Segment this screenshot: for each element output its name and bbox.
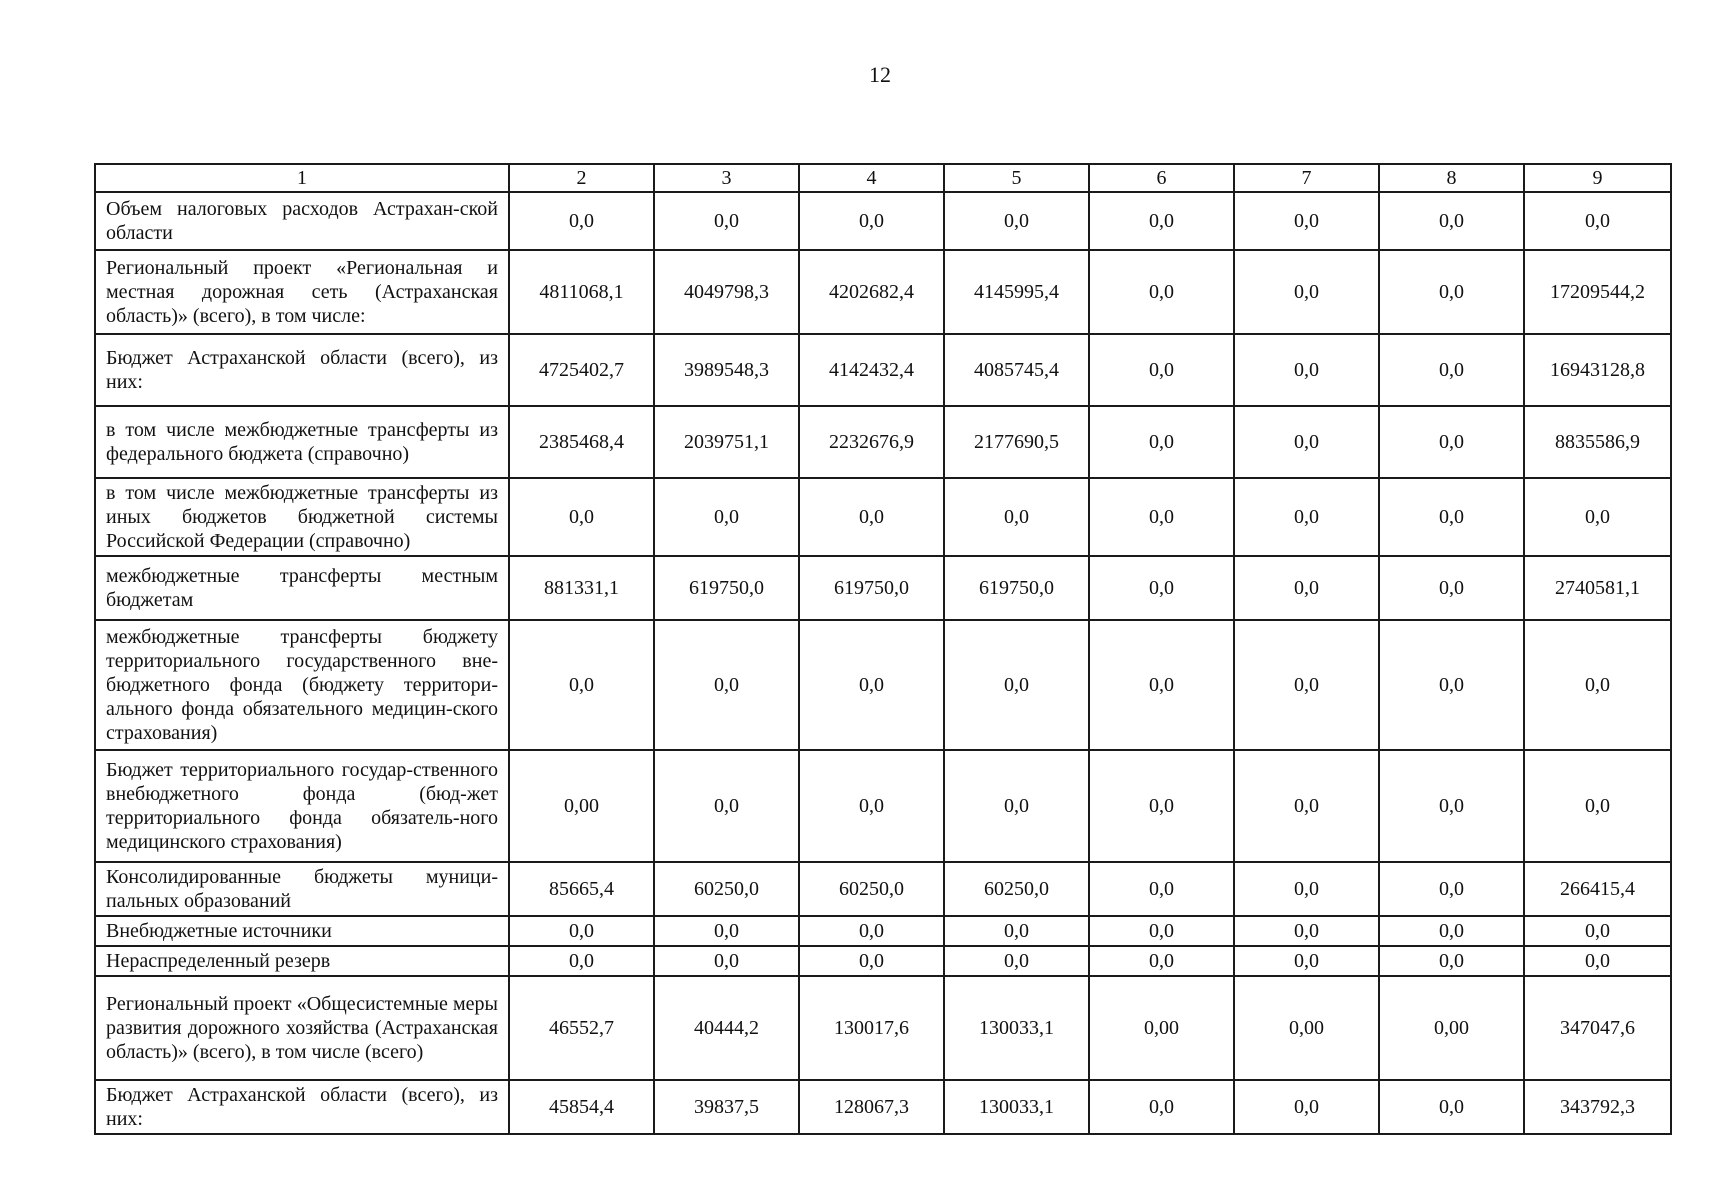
- table-row: [95, 976, 1671, 1080]
- cell-value: 0,0: [1379, 250, 1524, 334]
- row-label: Бюджет территориального государ-ственного внебюджетного фонда (бюд-жет территориального фонда обязатель-ного медицинского страхования): [95, 750, 509, 862]
- column-header: 5: [944, 164, 1089, 192]
- cell-value: 130017,6: [799, 976, 944, 1080]
- cell-value: 4085745,4: [944, 334, 1089, 406]
- cell-value: 0,0: [1089, 862, 1234, 916]
- row-label: межбюджетные трансферты бюджету территориального государственного вне-бюджетного фонда (бюджету территори-ального фонда обязательного медицин-ского страхования): [95, 620, 509, 750]
- cell-value: 0,0: [799, 946, 944, 976]
- cell-value: 0,0: [944, 916, 1089, 946]
- cell-value: 4049798,3: [654, 250, 799, 334]
- cell-value: 130033,1: [944, 1080, 1089, 1134]
- cell-value: 4725402,7: [509, 334, 654, 406]
- cell-value: 0,0: [509, 478, 654, 556]
- row-label: Бюджет Астраханской области (всего), из них:: [95, 334, 509, 406]
- cell-value: 0,0: [1379, 556, 1524, 620]
- row-label: Региональный проект «Общесистемные меры развития дорожного хозяйства (Астраханская область)» (всего), в том числе (всего): [95, 976, 509, 1080]
- cell-value: 0,0: [654, 916, 799, 946]
- column-number-row: [95, 164, 1671, 192]
- column-header: 4: [799, 164, 944, 192]
- cell-value: 0,0: [509, 192, 654, 250]
- cell-value: 2740581,1: [1524, 556, 1671, 620]
- cell-value: 0,0: [944, 620, 1089, 750]
- cell-value: 85665,4: [509, 862, 654, 916]
- cell-value: 2039751,1: [654, 406, 799, 478]
- cell-value: 0,0: [1234, 250, 1379, 334]
- cell-value: 2385468,4: [509, 406, 654, 478]
- table-row: [95, 478, 1671, 556]
- cell-value: 0,0: [1234, 192, 1379, 250]
- cell-value: 4811068,1: [509, 250, 654, 334]
- cell-value: 0,0: [1089, 406, 1234, 478]
- cell-value: 0,0: [1524, 946, 1671, 976]
- cell-value: 0,0: [799, 478, 944, 556]
- column-header: 6: [1089, 164, 1234, 192]
- page-number: 12: [869, 62, 891, 87]
- cell-value: 0,00: [1234, 976, 1379, 1080]
- cell-value: 4142432,4: [799, 334, 944, 406]
- table-row: [95, 250, 1671, 334]
- cell-value: 0,0: [1234, 478, 1379, 556]
- cell-value: 0,0: [1379, 1080, 1524, 1134]
- cell-value: 619750,0: [944, 556, 1089, 620]
- column-header: 1: [95, 164, 509, 192]
- cell-value: 0,0: [654, 620, 799, 750]
- cell-value: 0,0: [1089, 478, 1234, 556]
- row-label: Бюджет Астраханской области (всего), из них:: [95, 1080, 509, 1134]
- cell-value: 0,0: [1234, 406, 1379, 478]
- cell-value: 0,00: [1089, 976, 1234, 1080]
- cell-value: 0,0: [1234, 946, 1379, 976]
- cell-value: 0,00: [509, 750, 654, 862]
- cell-value: 0,0: [654, 192, 799, 250]
- cell-value: 0,0: [1379, 406, 1524, 478]
- row-label: Консолидированные бюджеты муници-пальных образований: [95, 862, 509, 916]
- cell-value: 343792,3: [1524, 1080, 1671, 1134]
- cell-value: 8835586,9: [1524, 406, 1671, 478]
- cell-value: 0,0: [1524, 192, 1671, 250]
- cell-value: 0,0: [1234, 916, 1379, 946]
- cell-value: 45854,4: [509, 1080, 654, 1134]
- table-row: [95, 406, 1671, 478]
- column-header: 2: [509, 164, 654, 192]
- cell-value: 0,0: [654, 750, 799, 862]
- cell-value: 0,0: [1234, 1080, 1379, 1134]
- table-row: [95, 916, 1671, 946]
- cell-value: 0,0: [1379, 916, 1524, 946]
- cell-value: 0,0: [654, 478, 799, 556]
- cell-value: 0,0: [1379, 946, 1524, 976]
- row-label: межбюджетные трансферты местным бюджетам: [95, 556, 509, 620]
- cell-value: 0,0: [1089, 1080, 1234, 1134]
- cell-value: 619750,0: [654, 556, 799, 620]
- cell-value: 0,0: [799, 192, 944, 250]
- cell-value: 0,0: [944, 192, 1089, 250]
- cell-value: 0,0: [1234, 620, 1379, 750]
- row-label: Объем налоговых расходов Астрахан-ской области: [95, 192, 509, 250]
- row-label: Региональный проект «Региональная и местная дорожная сеть (Астраханская область)» (всего), в том числе:: [95, 250, 509, 334]
- cell-value: 46552,7: [509, 976, 654, 1080]
- cell-value: 40444,2: [654, 976, 799, 1080]
- cell-value: 60250,0: [654, 862, 799, 916]
- table-row: [95, 556, 1671, 620]
- column-header: 9: [1524, 164, 1671, 192]
- cell-value: 0,0: [509, 620, 654, 750]
- cell-value: 0,0: [1379, 334, 1524, 406]
- cell-value: 0,0: [1089, 192, 1234, 250]
- table-row: [95, 620, 1671, 750]
- cell-value: 0,0: [1089, 916, 1234, 946]
- cell-value: 0,0: [509, 946, 654, 976]
- cell-value: 0,0: [1089, 334, 1234, 406]
- cell-value: 17209544,2: [1524, 250, 1671, 334]
- cell-value: 0,0: [509, 916, 654, 946]
- cell-value: 0,0: [944, 750, 1089, 862]
- cell-value: 0,0: [1379, 750, 1524, 862]
- cell-value: 0,0: [944, 478, 1089, 556]
- cell-value: 0,00: [1379, 976, 1524, 1080]
- cell-value: 0,0: [1089, 946, 1234, 976]
- row-label: Внебюджетные источники: [95, 916, 509, 946]
- cell-value: 0,0: [799, 916, 944, 946]
- cell-value: 0,0: [944, 946, 1089, 976]
- cell-value: 0,0: [1089, 620, 1234, 750]
- cell-value: 619750,0: [799, 556, 944, 620]
- cell-value: 2177690,5: [944, 406, 1089, 478]
- cell-value: 4145995,4: [944, 250, 1089, 334]
- cell-value: 266415,4: [1524, 862, 1671, 916]
- table-row: [95, 862, 1671, 916]
- cell-value: 0,0: [1379, 862, 1524, 916]
- cell-value: 0,0: [1234, 556, 1379, 620]
- cell-value: 2232676,9: [799, 406, 944, 478]
- column-header: 3: [654, 164, 799, 192]
- cell-value: 0,0: [1089, 250, 1234, 334]
- cell-value: 0,0: [1089, 556, 1234, 620]
- row-label: в том числе межбюджетные трансферты из иных бюджетов бюджетной системы Российской Федерации (справочно): [95, 478, 509, 556]
- table-row: [95, 192, 1671, 250]
- cell-value: 60250,0: [799, 862, 944, 916]
- cell-value: 0,0: [1379, 620, 1524, 750]
- cell-value: 0,0: [1379, 478, 1524, 556]
- cell-value: 0,0: [1234, 862, 1379, 916]
- cell-value: 0,0: [1524, 916, 1671, 946]
- cell-value: 0,0: [1524, 620, 1671, 750]
- cell-value: 3989548,3: [654, 334, 799, 406]
- cell-value: 16943128,8: [1524, 334, 1671, 406]
- cell-value: 0,0: [1234, 334, 1379, 406]
- cell-value: 130033,1: [944, 976, 1089, 1080]
- cell-value: 0,0: [1379, 192, 1524, 250]
- cell-value: 60250,0: [944, 862, 1089, 916]
- cell-value: 0,0: [799, 750, 944, 862]
- row-label: в том числе межбюджетные трансферты из федерального бюджета (справочно): [95, 406, 509, 478]
- table-row: [95, 334, 1671, 406]
- cell-value: 347047,6: [1524, 976, 1671, 1080]
- cell-value: 0,0: [799, 620, 944, 750]
- row-label: Нераспределенный резерв: [95, 946, 509, 976]
- cell-value: 0,0: [1089, 750, 1234, 862]
- cell-value: 0,0: [1524, 750, 1671, 862]
- column-header: 8: [1379, 164, 1524, 192]
- cell-value: 881331,1: [509, 556, 654, 620]
- cell-value: 4202682,4: [799, 250, 944, 334]
- cell-value: 128067,3: [799, 1080, 944, 1134]
- budget-table: [94, 163, 1672, 1135]
- cell-value: 0,0: [654, 946, 799, 976]
- cell-value: 0,0: [1234, 750, 1379, 862]
- table-row: [95, 1080, 1671, 1134]
- table-row: [95, 750, 1671, 862]
- column-header: 7: [1234, 164, 1379, 192]
- cell-value: 0,0: [1524, 478, 1671, 556]
- table-row: [95, 946, 1671, 976]
- cell-value: 39837,5: [654, 1080, 799, 1134]
